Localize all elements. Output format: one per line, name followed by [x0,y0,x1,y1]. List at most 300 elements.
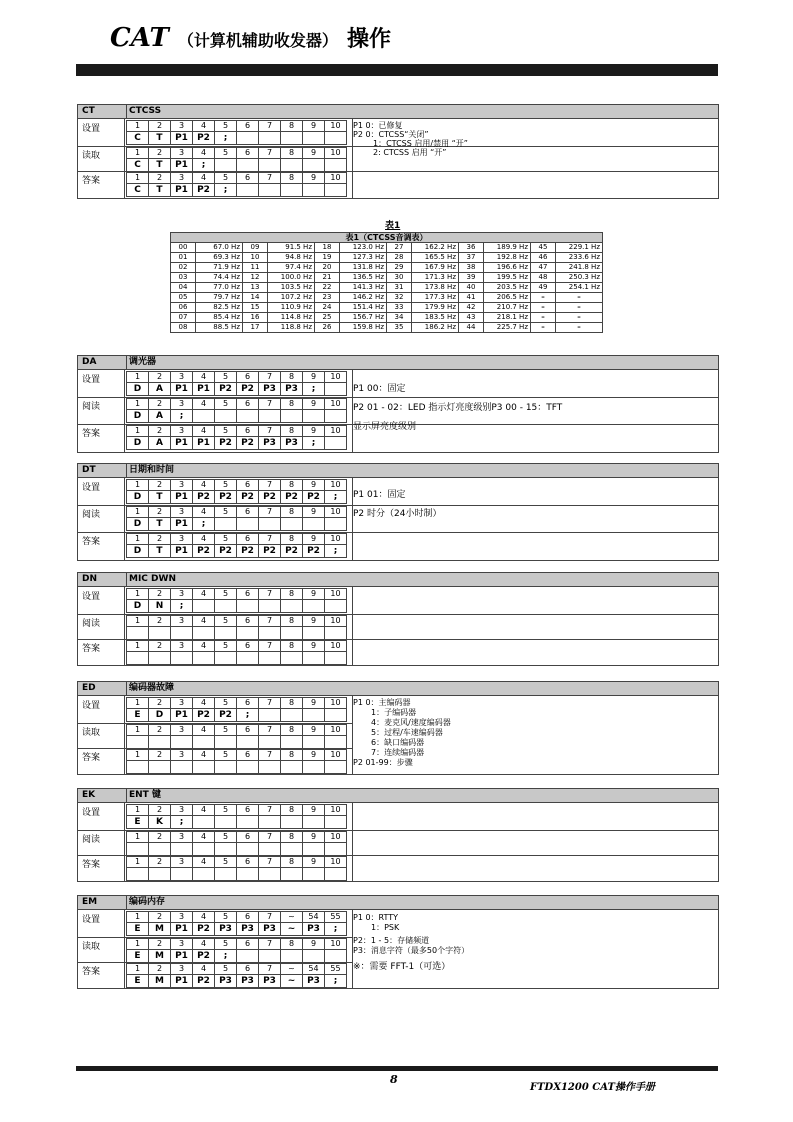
grid-cell: 2 [149,480,171,491]
grid-cell: 8 [281,641,303,652]
grid-cell [281,950,303,963]
table-cell: 18 [315,243,340,253]
grid-cell: 2 [149,426,171,437]
grid-cell [127,652,149,665]
grid-cell: ; [215,132,237,145]
grid-cell [149,652,171,665]
table-cell: 218.1 Hz [484,313,531,323]
grid-cell [127,843,149,856]
grid-cell: 4 [193,399,215,410]
grid-cell: 2 [149,939,171,950]
grid-cell [325,159,347,172]
grid-cell [303,410,325,423]
read-format-grid [126,831,347,856]
table-cell: 82.5 Hz [196,303,243,313]
footer-bar [76,1066,718,1071]
grid-cell: 7 [259,641,281,652]
grid-cell: P2 [193,184,215,197]
grid-cell: 6 [237,372,259,383]
table-cell: 45 [531,243,556,253]
grid-cell: 2 [149,725,171,736]
grid-cell: 1 [127,426,149,437]
set-format-grid [126,697,347,722]
answer-format-grid [126,172,347,197]
grid-cell: 3 [171,964,193,975]
grid-cell: 8 [281,426,303,437]
grid-cell [303,868,325,881]
grid-cell: 9 [303,372,325,383]
table-cell: – [531,313,556,323]
grid-cell: 4 [193,148,215,159]
grid-cell: P2 [259,545,281,558]
grid-cell [281,843,303,856]
grid-cell [149,761,171,774]
table-cell: 37 [459,253,484,263]
grid-cell: 1 [127,148,149,159]
table-cell: 06 [171,303,196,313]
grid-cell [325,816,347,829]
command-title: MIC DWN [126,573,176,586]
grid-cell [303,709,325,722]
grid-cell [193,843,215,856]
table-cell: 241.8 Hz [556,263,603,273]
grid-cell [127,761,149,774]
grid-cell [149,736,171,749]
grid-cell: ~ [281,923,303,936]
table-cell: 31 [387,283,412,293]
grid-cell [303,816,325,829]
table-cell: 131.8 Hz [340,263,387,273]
grid-cell: 4 [193,534,215,545]
grid-cell: 1 [127,121,149,132]
grid-cell: 4 [193,589,215,600]
grid-cell: 6 [237,964,259,975]
grid-cell [281,627,303,640]
grid-cell: P1 [171,923,193,936]
row-label-set: 设置 [82,483,101,493]
grid-cell: 3 [171,121,193,132]
row-label-read: 读取 [82,728,101,738]
grid-cell: 7 [259,750,281,761]
table-cell: 24 [315,303,340,313]
grid-cell: 10 [325,426,347,437]
grid-cell [127,736,149,749]
grid-cell: 10 [325,121,347,132]
table-cell: 167.9 Hz [412,263,459,273]
grid-cell [303,627,325,640]
table-cell: 97.4 Hz [268,263,315,273]
grid-cell: 8 [281,372,303,383]
grid-cell: 5 [215,641,237,652]
grid-cell: 6 [237,399,259,410]
grid-cell: P2 [259,491,281,504]
grid-cell: 8 [281,832,303,843]
table-cell: 00 [171,243,196,253]
header-title: CAT [110,23,169,53]
grid-cell [237,627,259,640]
table-row [171,313,603,323]
grid-cell [325,843,347,856]
grid-cell: 7 [259,805,281,816]
grid-cell: D [127,437,149,450]
grid-cell: 5 [215,964,237,975]
grid-cell: 8 [281,750,303,761]
table-row [171,243,603,253]
grid-cell [193,652,215,665]
table-cell: 10 [243,253,268,263]
table-cell: 14 [243,293,268,303]
table-cell: 136.5 Hz [340,273,387,283]
grid-cell: 3 [171,698,193,709]
command-title: CTCSS [126,105,161,118]
footer-title: FTDX1200 CAT操作手册 [530,1082,655,1093]
table-cell: 01 [171,253,196,263]
grid-cell [325,600,347,613]
grid-cell: 6 [237,832,259,843]
grid-cell: 7 [259,616,281,627]
grid-cell: 2 [149,912,171,923]
grid-cell: 7 [259,534,281,545]
grid-cell [325,652,347,665]
table-cell: – [531,323,556,333]
row-label-set: 设置 [82,124,101,134]
grid-cell: 2 [149,589,171,600]
grid-cell: ~ [281,912,303,923]
grid-cell: P1 [171,975,193,988]
grid-cell: P3 [281,437,303,450]
grid-cell [303,518,325,531]
grid-cell: 2 [149,507,171,518]
grid-cell: ~ [281,964,303,975]
row-label-read: 读取 [82,942,101,952]
grid-cell: 9 [303,805,325,816]
grid-cell: 3 [171,173,193,184]
grid-cell [325,736,347,749]
grid-cell [325,950,347,963]
grid-cell: P2 [193,132,215,145]
grid-cell: 5 [215,589,237,600]
grid-cell [215,761,237,774]
grid-cell: 5 [215,372,237,383]
grid-cell: 3 [171,372,193,383]
grid-cell [281,709,303,722]
grid-cell: 8 [281,173,303,184]
answer-format-grid [126,963,347,988]
grid-cell: P1 [171,132,193,145]
grid-cell: 7 [259,173,281,184]
grid-cell: K [149,816,171,829]
grid-cell: 2 [149,534,171,545]
grid-cell: 10 [325,725,347,736]
command-code: DN [82,574,98,584]
grid-cell [325,627,347,640]
grid-cell: 4 [193,857,215,868]
grid-cell: D [127,410,149,423]
read-format-grid [126,938,347,963]
grid-cell: P2 [215,545,237,558]
grid-cell: P1 [171,184,193,197]
grid-cell: 1 [127,589,149,600]
grid-cell: D [127,491,149,504]
grid-cell: P2 [193,709,215,722]
table-cell: 141.3 Hz [340,283,387,293]
grid-cell: 4 [193,912,215,923]
grid-cell: 5 [215,725,237,736]
grid-cell: 7 [259,912,281,923]
grid-cell [215,410,237,423]
table-cell: 19 [315,253,340,263]
table-cell: 107.2 Hz [268,293,315,303]
grid-cell [325,761,347,774]
grid-cell: 7 [259,507,281,518]
grid-cell [325,709,347,722]
grid-cell [259,159,281,172]
table-cell: 123.0 Hz [340,243,387,253]
grid-cell [171,843,193,856]
grid-cell: 5 [215,698,237,709]
grid-cell: 1 [127,725,149,736]
grid-cell [215,736,237,749]
row-label-answer: 答案 [82,644,101,654]
grid-cell: D [149,709,171,722]
table-cell: 199.5 Hz [484,273,531,283]
table-cell: 250.3 Hz [556,273,603,283]
row-label-answer: 答案 [82,537,101,547]
table-cell: 05 [171,293,196,303]
grid-cell: ; [325,975,347,988]
set-format-grid [126,120,347,145]
grid-cell: M [149,923,171,936]
row-label-answer: 答案 [82,176,101,186]
grid-cell: 5 [215,832,237,843]
grid-cell: 3 [171,725,193,736]
row-label-answer: 答案 [82,860,101,870]
grid-cell [237,184,259,197]
grid-cell [259,843,281,856]
table-cell: 103.5 Hz [268,283,315,293]
table-cell: 156.7 Hz [340,313,387,323]
grid-cell: 2 [149,641,171,652]
grid-cell: 6 [237,589,259,600]
table-cell: 30 [387,273,412,283]
grid-cell: ; [325,923,347,936]
grid-cell: 55 [325,912,347,923]
grid-cell: 1 [127,805,149,816]
grid-cell [303,652,325,665]
grid-cell [259,410,281,423]
grid-cell: 5 [215,148,237,159]
table-cell: 189.9 Hz [484,243,531,253]
table-cell: 85.4 Hz [196,313,243,323]
table-cell: 47 [531,263,556,273]
grid-cell: ; [171,816,193,829]
grid-cell: P2 [193,975,215,988]
grid-cell: 9 [303,750,325,761]
grid-cell: 7 [259,589,281,600]
grid-cell: 9 [303,148,325,159]
grid-cell: 3 [171,399,193,410]
grid-cell [281,652,303,665]
grid-cell [303,184,325,197]
block-header [78,105,718,119]
grid-cell: 5 [215,534,237,545]
table-cell: 162.2 Hz [412,243,459,253]
grid-cell [303,950,325,963]
read-format-grid [126,147,347,172]
grid-cell: P1 [193,383,215,396]
parameter-notes: P1 0：RTTY 1：PSK P2：1 - 5：存储频道 P3：消息字符（最多50个字符） ※：需要 FFT-1（可选） [353,913,470,972]
table-row [171,293,603,303]
grid-cell [215,843,237,856]
grid-cell: ; [325,491,347,504]
grid-cell: 1 [127,832,149,843]
grid-cell [281,868,303,881]
table-cell: 15 [243,303,268,313]
table-cell: 49 [531,283,556,293]
grid-cell: 1 [127,372,149,383]
table-cell: 11 [243,263,268,273]
grid-cell [171,627,193,640]
grid-cell: 8 [281,507,303,518]
grid-cell: 2 [149,832,171,843]
table-cell: 146.2 Hz [340,293,387,303]
grid-cell: P2 [193,950,215,963]
command-code: CT [82,106,95,116]
grid-cell: E [127,709,149,722]
table-cell: – [531,293,556,303]
row-label-answer: 答案 [82,429,101,439]
read-format-grid [126,615,347,640]
grid-cell: 6 [237,805,259,816]
table-cell: 07 [171,313,196,323]
grid-cell [149,843,171,856]
row-label-read: 阅读 [82,835,101,845]
grid-cell: 55 [325,964,347,975]
table-cell: 16 [243,313,268,323]
grid-cell: 1 [127,399,149,410]
grid-cell [193,761,215,774]
grid-cell: 9 [303,698,325,709]
grid-cell: P3 [259,923,281,936]
grid-cell: 7 [259,121,281,132]
grid-cell [237,816,259,829]
read-format-grid [126,506,347,531]
grid-cell [325,383,347,396]
grid-cell: 7 [259,832,281,843]
grid-cell: 9 [303,480,325,491]
table-cell: 32 [387,293,412,303]
grid-cell: ; [193,518,215,531]
table-cell: 35 [387,323,412,333]
grid-cell: 2 [149,857,171,868]
command-title: ENT 键 [126,789,161,802]
grid-cell: 10 [325,641,347,652]
table-cell: 36 [459,243,484,253]
command-code: EK [82,790,96,800]
grid-cell: 5 [215,750,237,761]
grid-cell: 7 [259,964,281,975]
grid-cell: 6 [237,939,259,950]
header-bar [76,64,718,76]
table-cell: 25 [315,313,340,323]
grid-cell: 4 [193,964,215,975]
grid-cell: ~ [281,975,303,988]
grid-cell: 1 [127,507,149,518]
table-cell: 173.8 Hz [412,283,459,293]
grid-cell: D [127,518,149,531]
grid-cell: P2 [237,545,259,558]
grid-cell: E [127,975,149,988]
command-code: ED [82,683,96,693]
grid-cell: 8 [281,939,303,950]
grid-cell [281,736,303,749]
grid-cell: 9 [303,589,325,600]
grid-cell: ; [237,709,259,722]
grid-cell [281,816,303,829]
grid-cell: 6 [237,480,259,491]
grid-cell: 10 [325,750,347,761]
grid-cell [215,868,237,881]
grid-cell: 10 [325,939,347,950]
grid-cell [259,950,281,963]
table-cell: 26 [315,323,340,333]
grid-cell [259,518,281,531]
row-label-read: 读取 [82,151,101,161]
grid-cell: 3 [171,616,193,627]
read-format-grid [126,724,347,749]
grid-cell: 8 [281,857,303,868]
grid-cell: 7 [259,399,281,410]
grid-cell: 4 [193,641,215,652]
grid-cell: 10 [325,399,347,410]
table-cell: 34 [387,313,412,323]
grid-cell: A [149,410,171,423]
answer-format-grid [126,533,347,558]
grid-cell: ; [215,950,237,963]
row-label-read: 阅读 [82,402,101,412]
command-block-ed [77,681,719,775]
grid-cell: ; [303,383,325,396]
grid-cell: 5 [215,616,237,627]
grid-cell: 10 [325,148,347,159]
grid-cell [193,600,215,613]
grid-cell [325,868,347,881]
grid-cell: 7 [259,480,281,491]
table-cell: 13 [243,283,268,293]
header-tail: 操作 [346,27,391,52]
grid-cell [215,627,237,640]
table-row [171,273,603,283]
table-cell: 151.4 Hz [340,303,387,313]
table-cell: 33 [387,303,412,313]
grid-cell: 6 [237,148,259,159]
grid-cell [193,627,215,640]
grid-cell: P2 [237,383,259,396]
grid-cell [127,627,149,640]
grid-cell: 1 [127,939,149,950]
grid-cell: 5 [215,399,237,410]
grid-cell [215,816,237,829]
grid-cell [303,761,325,774]
row-label-read: 阅读 [82,619,101,629]
grid-cell: P3 [281,383,303,396]
grid-cell: 3 [171,832,193,843]
grid-cell: 2 [149,750,171,761]
grid-cell [325,437,347,450]
grid-cell: 8 [281,589,303,600]
grid-cell: ; [193,159,215,172]
grid-cell: ; [215,184,237,197]
